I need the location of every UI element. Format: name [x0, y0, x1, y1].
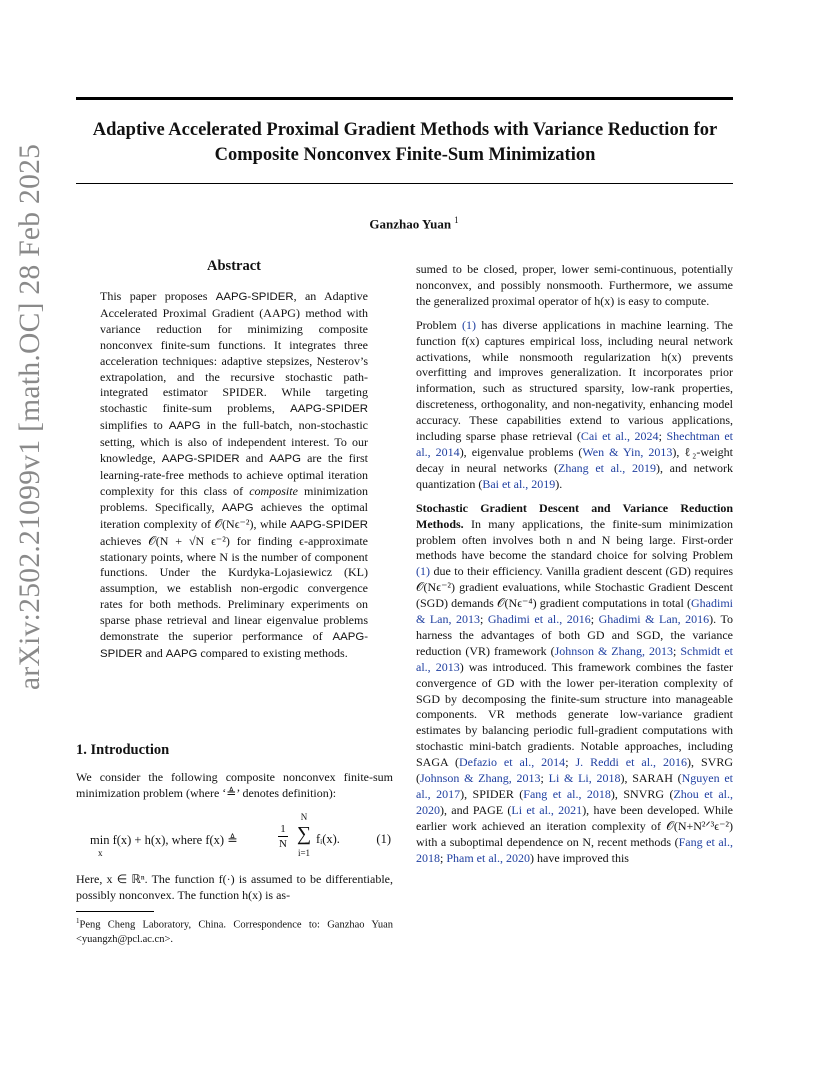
equation-lhs: min f(x) + h(x), where f(x) ≜ — [90, 833, 238, 847]
citation-link[interactable]: Bai et al., 2019 — [482, 476, 556, 491]
citation-link[interactable]: Wen & Yin, 2013 — [582, 444, 673, 459]
abstract-text: compared to existing methods. — [197, 645, 348, 660]
intro-paragraph: Here, x ∈ ℝⁿ. The function f(·) is assumed to be differentiable, possibly nonconvex. The function h(x) is as- — [76, 872, 393, 902]
equation-number: (1) — [376, 832, 391, 846]
text: ), SPIDER ( — [460, 787, 524, 801]
paragraph — [416, 318, 733, 493]
sum-upper-limit: N — [300, 812, 308, 822]
method-name: AAPG-SPIDER — [290, 403, 368, 416]
text: ). — [555, 476, 563, 491]
citation-link[interactable]: Ghadimi & Lan, 2016 — [598, 612, 710, 627]
citation-link[interactable]: Schmidt et al., 2013 — [416, 643, 733, 674]
text: ; — [672, 643, 681, 658]
equation-reference-link[interactable]: (1) — [416, 564, 430, 579]
title-line-1: Adaptive Accelerated Proximal Gradient Methods with Variance Reduction for — [92, 120, 718, 140]
method-name: AAPG — [269, 453, 301, 466]
fraction-numerator: 1 — [278, 823, 288, 837]
text: ), SNVRG ( — [610, 787, 674, 801]
citation-link[interactable]: J. Reddi et al., 2016 — [575, 755, 688, 770]
text: ), ℓ₂-weight decay in neural networks ( — [416, 444, 733, 475]
method-name: AAPG-SPIDER — [100, 631, 368, 660]
citation-link[interactable]: Shechtman et al., 2014 — [416, 429, 734, 459]
abstract-text: minimization problems. Specifically, — [100, 483, 368, 514]
method-name: AAPG-SPIDER — [215, 291, 294, 303]
abstract-text: achieves 𝒪(N + √N ϵ⁻²) for finding ϵ-approximate stationary points, where N is the number of component functions. Under the Kurdyka-Lojasiewicz (KL) assumption, we establish non-ergodic convergence rates for both methods. Preliminary experiments on sparse phase retrieval and linear eigenvalue problems demonstrate the superior performance of — [100, 533, 368, 644]
text: ; — [540, 771, 549, 786]
text: ), SARAH ( — [620, 771, 682, 786]
equation-min-variable: x — [98, 848, 103, 858]
citation-link[interactable]: Ghadimi & Lan, 2013 — [416, 596, 733, 627]
title-line-2: Composite Nonconvex Finite-Sum Minimization — [214, 145, 596, 165]
citation-link[interactable]: Zhou et al., 2020 — [416, 787, 733, 817]
abstract-text: achieves the optimal iteration complexity of 𝒪(Nϵ⁻²), while — [100, 499, 368, 531]
abstract-text: in the full-batch, non-stochastic setting, which is also of independent interest. To our knowledge, — [100, 418, 368, 466]
text: ). To harness the advantages of both GD and SGD, the variance reduction (VR) framework ( — [416, 612, 733, 658]
equation-reference-link[interactable]: (1) — [462, 317, 477, 332]
fraction-denominator: N — [279, 838, 287, 850]
citation-link[interactable]: Li & Li, 2018 — [548, 771, 621, 786]
title-bottom-rule — [76, 183, 733, 184]
footnote-mark: 1 — [76, 917, 80, 925]
method-name: AAPG-SPIDER — [290, 518, 368, 531]
citation-link[interactable]: Fang et al., 2018 — [416, 834, 733, 865]
abstract-text: simplifies to — [100, 418, 169, 433]
text: ) was introduced. This framework combines the faster convergence of GD with the lower per-iteration complexity of SGD by decomposing the finite-sum structure into manageable components. VR methods generate low-variance gradient estimates by balancing periodic full-gradient computations with stochastic mini-batch gradients. Notable approaches, including SAGA ( — [416, 659, 733, 770]
abstract-text: , an Adaptive Accelerated Proximal Gradient (AAPG) method with variance reduction for minimizing composite nonconvex finite-sum functions. It integrates three acceleration techniques: adaptive stepsizes, Nesterov’s extrapolation, and the recursive stochastic path-integrated estimator SPIDER. While targeting stochastic finite-sum problems, — [100, 289, 368, 416]
abstract-text: and — [142, 645, 166, 660]
abstract-text: This paper proposes — [100, 289, 216, 303]
section-heading-introduction: 1. Introduction — [76, 742, 170, 758]
citation-link[interactable]: Cai et al., 2024 — [580, 429, 659, 444]
text: ; — [480, 612, 488, 627]
text: ), eigenvalue problems ( — [459, 444, 583, 459]
citation-link[interactable]: Nguyen et al., 2017 — [416, 771, 733, 801]
citation-link[interactable]: Fang et al., 2018 — [523, 787, 611, 801]
footnote-text: Peng Cheng Laboratory, China. Correspondence to: Ganzhao Yuan <yuangzh@pcl.ac.cn>. — [76, 919, 393, 945]
footnote — [76, 914, 393, 947]
method-name: AAPG — [168, 420, 201, 433]
author-affiliation-mark: 1 — [454, 215, 459, 225]
emphasis: composite — [249, 483, 298, 498]
text: ; — [590, 612, 599, 627]
author-line — [0, 215, 828, 232]
equation-fraction — [278, 823, 288, 851]
text: ; — [565, 755, 576, 770]
text: ; — [440, 850, 447, 865]
intro-paragraph: We consider the following composite nonconvex finite-sum minimization problem (where ‘≜’ denotes definition): — [76, 770, 393, 800]
citation-link[interactable]: Johnson & Zhang, 2013 — [554, 643, 673, 658]
text: ) have improved this — [530, 850, 629, 865]
text: ), have been developed. While earlier work achieved an iteration complexity of 𝒪(N+N²ᐟ³ϵ⁻²) with a suboptimal dependence on N, recent methods ( — [416, 802, 733, 849]
citation-link[interactable]: Johnson & Zhang, 2013 — [420, 771, 541, 786]
method-name: AAPG-SPIDER — [161, 453, 240, 466]
text: Problem — [416, 317, 463, 332]
text: ; — [658, 429, 667, 444]
citation-link[interactable]: Pham et al., 2020 — [446, 850, 530, 865]
abstract-text: and — [239, 451, 270, 466]
method-name: AAPG — [165, 647, 198, 660]
text: ), and PAGE ( — [440, 802, 512, 817]
citation-link[interactable]: Zhang et al., 2019 — [557, 460, 656, 475]
method-name: AAPG — [221, 501, 254, 514]
paragraph: sumed to be closed, proper, lower semi-continuous, potentially nonconvex, and possibly nonsmooth. Furthermore, we assume the generalized proximal operator of h(x) is easy to compute. — [416, 262, 733, 308]
paragraph — [416, 501, 733, 867]
summation-symbol: ∑ — [296, 823, 312, 845]
author-name: Ganzhao Yuan — [369, 216, 452, 232]
citation-link[interactable]: Defazio et al., 2014 — [458, 755, 566, 770]
citation-link[interactable]: Li et al., 2021 — [511, 802, 583, 817]
top-rule — [76, 97, 733, 100]
text: ), and network quantization ( — [416, 460, 733, 491]
abstract-heading: Abstract — [207, 258, 261, 274]
equation-1 — [90, 812, 393, 860]
footnote-rule — [76, 911, 154, 912]
right-column — [416, 262, 733, 875]
abstract-body — [100, 289, 368, 663]
citation-link[interactable]: Ghadimi et al., 2016 — [487, 612, 591, 627]
text: ), SVRG ( — [416, 755, 734, 786]
paragraph-heading: Stochastic Gradient Descent and Variance Reduction Methods. — [416, 500, 733, 531]
sum-lower-limit: i=1 — [297, 848, 311, 858]
text: In many applications, the finite-sum minimization problem often involves both n and N being large. First-order methods have become the standard choice for solving Problem — [416, 516, 733, 563]
equation-rhs: fᵢ(x). — [316, 832, 340, 846]
abstract-text: are the first learning-rate-free methods to achieve optimal iteration complexity for this class of — [100, 451, 369, 498]
paper-title — [60, 118, 750, 168]
text: has diverse applications in machine learning. The function f(x) captures empirical loss, including neural network activations, while nonsmooth regularization h(x) prevents overfitting and improves generalization. It incorporates prior information, such as structured sparsity, low-rank properties, discreteness, orthogonality, and non-negativity, enhancing model accuracy. These capabilities extend to various applications, including sparse phase retrieval ( — [416, 317, 733, 444]
text: due to their efficiency. Vanilla gradient descent (GD) requires 𝒪(Nϵ⁻²) gradient evaluations, while Stochastic Gradient Descent (SGD) demands 𝒪(Nϵ⁻⁴) gradient computations in total ( — [416, 564, 733, 611]
arxiv-identifier[interactable]: arXiv:2502.21099v1 [math.OC] 28 Feb 2025 — [14, 143, 46, 690]
